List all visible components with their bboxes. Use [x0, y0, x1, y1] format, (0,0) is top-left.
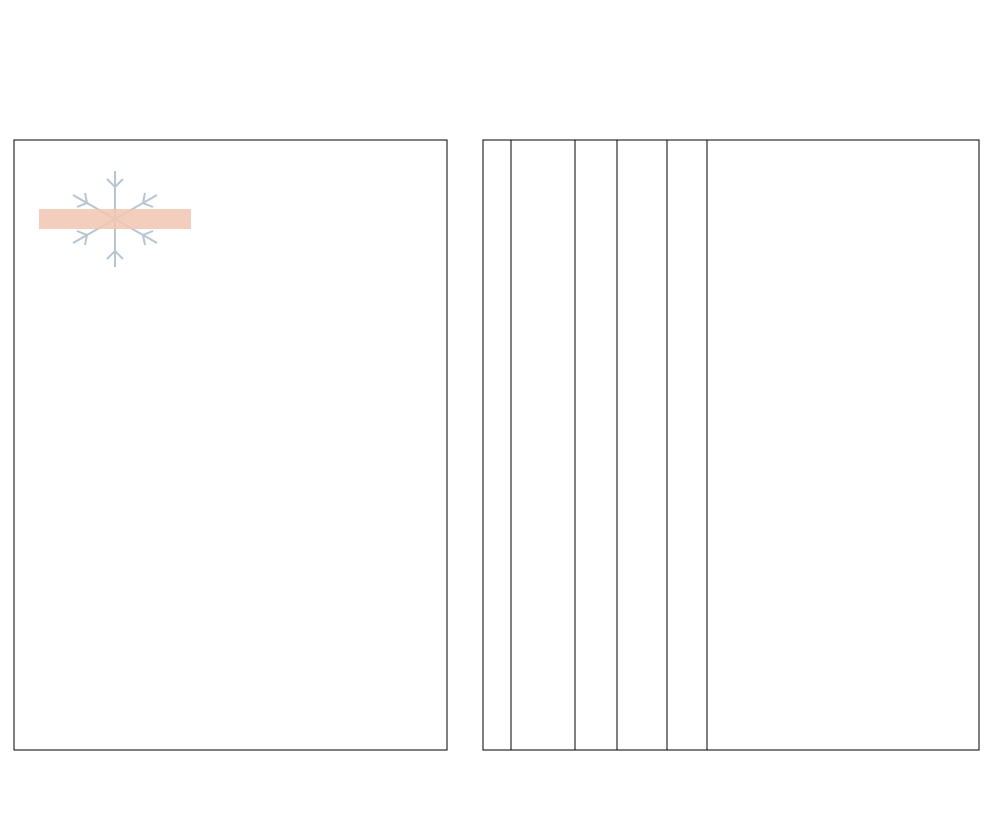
snowpilot-logo [39, 171, 191, 267]
profile-frame [483, 140, 979, 750]
